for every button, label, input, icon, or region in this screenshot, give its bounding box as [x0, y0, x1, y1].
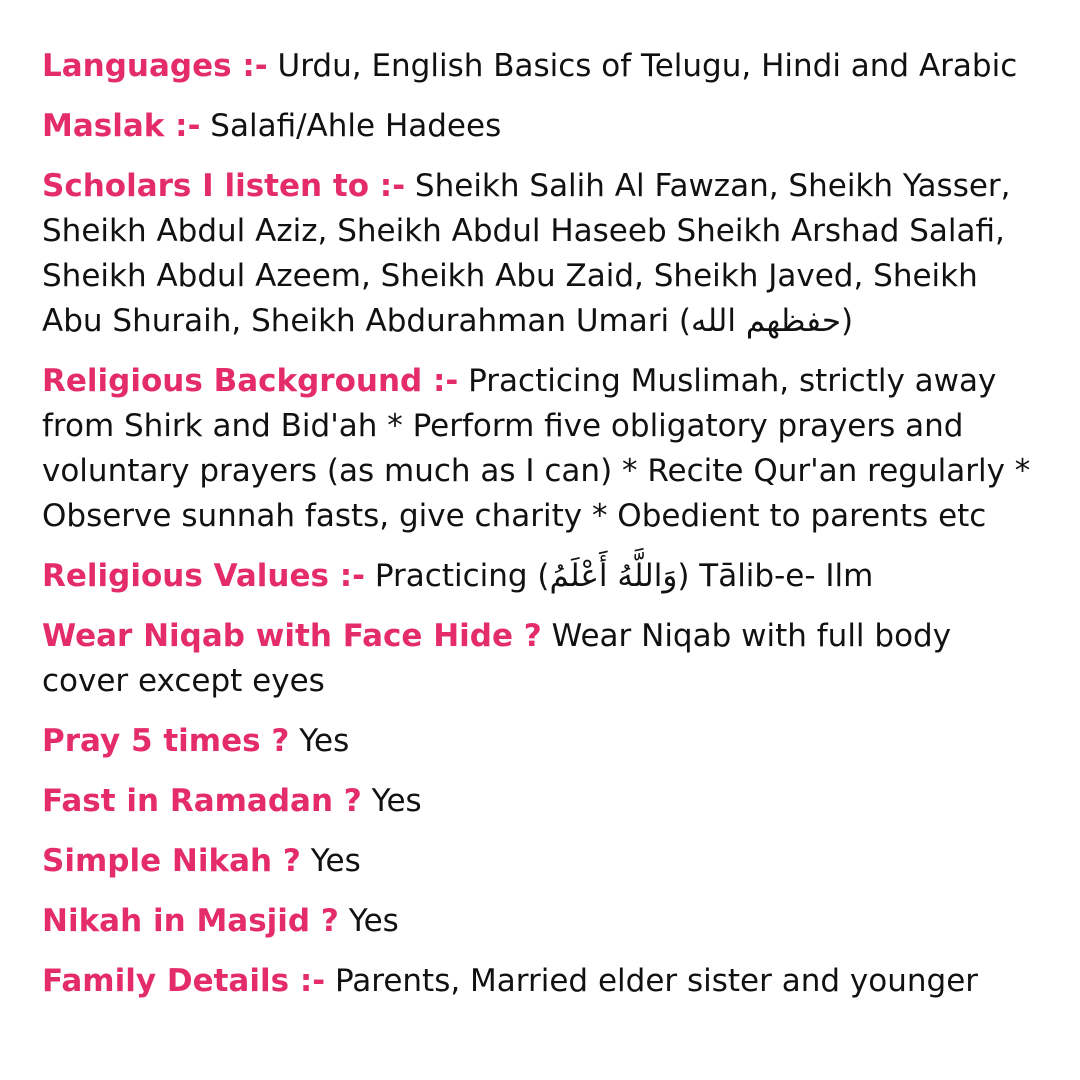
languages-label: Languages :- — [42, 48, 268, 84]
languages-row — [42, 44, 1042, 89]
religious-values-label: Religious Values :- — [42, 558, 366, 594]
religious-background-label: Religious Background :- — [42, 363, 459, 399]
nikah-masjid-value: Yes — [348, 903, 399, 939]
religious-background-value: Practicing Muslimah, strictly away from Shirk and Bid'ah * Perform five obligatory prayers and voluntary prayers (as much as I can) * Recite Qur'an regularly * Observe sunnah fasts, give charity * Obedient to parents etc — [42, 363, 1031, 534]
niqab-value: Wear Niqab with full body cover except eyes — [42, 618, 952, 699]
profile-details — [42, 44, 1042, 1019]
family-details-value: Parents, Married elder sister and younger — [334, 963, 979, 999]
scholars-value: Sheikh Salih Al Fawzan, Sheikh Yasser, Sheikh Abdul Aziz, Sheikh Abdul Haseeb Sheikh Arshad Salafi, Sheikh Abdul Azeem, Sheikh Abu Zaid, Sheikh Javed, Sheikh Abu Shuraih, Sheikh Abdurahman Umari (حفظهم الله) — [42, 168, 1011, 339]
pray-label: Pray 5 times ? — [42, 723, 290, 759]
scholars-label: Scholars I listen to :- — [42, 168, 406, 204]
family-details-label: Family Details :- — [42, 963, 326, 999]
niqab-row — [42, 614, 1042, 704]
simple-nikah-label: Simple Nikah ? — [42, 843, 301, 879]
scholars-row — [42, 164, 1042, 344]
fast-row — [42, 779, 1042, 824]
pray-row — [42, 719, 1042, 764]
simple-nikah-value: Yes — [310, 843, 361, 879]
religious-background-row — [42, 359, 1042, 539]
fast-value: Yes — [371, 783, 422, 819]
niqab-label: Wear Niqab with Face Hide ? — [42, 618, 542, 654]
maslak-value: Salafi/Ahle Hadees — [210, 108, 502, 144]
family-details-row — [42, 959, 1042, 1004]
religious-values-row — [42, 554, 1042, 599]
languages-value: Urdu, English Basics of Telugu, Hindi and Arabic — [277, 48, 1018, 84]
pray-value: Yes — [299, 723, 350, 759]
maslak-label: Maslak :- — [42, 108, 201, 144]
fast-label: Fast in Ramadan ? — [42, 783, 362, 819]
maslak-row — [42, 104, 1042, 149]
simple-nikah-row — [42, 839, 1042, 884]
nikah-masjid-label: Nikah in Masjid ? — [42, 903, 339, 939]
nikah-masjid-row — [42, 899, 1042, 944]
religious-values-value: Practicing (وَاللَّهُ أَعْلَمُ) Tālib-e- Ilm — [374, 558, 874, 594]
